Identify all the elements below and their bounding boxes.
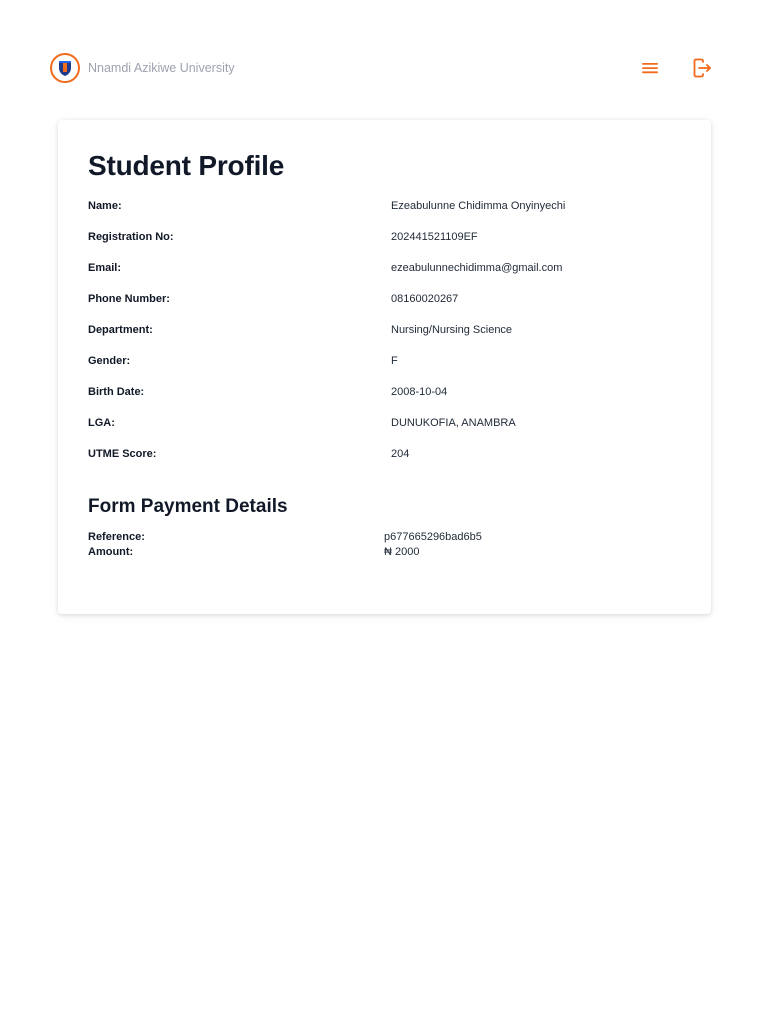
field-value: 202441521109EF <box>391 231 478 243</box>
field-value: F <box>391 355 398 367</box>
field-label: Birth Date: <box>88 386 145 398</box>
field-value: ezeabulunnechidimma@gmail.com <box>391 262 563 274</box>
brand[interactable] <box>50 51 235 85</box>
profile-row-email <box>88 262 688 293</box>
field-value: 204 <box>391 448 410 460</box>
payment-row-amount <box>88 546 688 561</box>
profile-row-phone <box>88 293 688 324</box>
field-label: Email: <box>88 262 122 274</box>
field-value: 08160020267 <box>391 293 459 305</box>
field-value: DUNUKOFIA, ANAMBRA <box>391 417 516 429</box>
student-profile-card <box>58 120 711 614</box>
profile-row-name <box>88 200 688 231</box>
field-label: Phone Number: <box>88 293 170 305</box>
payment-section-title: Form Payment Details <box>88 496 288 517</box>
field-value: ₦ 2000 <box>384 546 420 558</box>
field-label: Name: <box>88 200 122 212</box>
header-actions <box>638 56 714 80</box>
profile-row-utme-score <box>88 448 688 479</box>
field-value: Ezeabulunne Chidimma Onyinyechi <box>391 200 566 212</box>
university-crest-icon <box>50 53 80 83</box>
field-label: Gender: <box>88 355 131 367</box>
profile-row-gender <box>88 355 688 386</box>
field-label: Amount: <box>88 546 134 558</box>
page-title: Student Profile <box>88 150 285 181</box>
field-label: LGA: <box>88 417 115 429</box>
profile-row-department <box>88 324 688 355</box>
field-label: Department: <box>88 324 153 336</box>
profile-row-birth-date <box>88 386 688 417</box>
field-label: Reference: <box>88 531 145 543</box>
field-value: p677665296bad6b5 <box>384 531 482 543</box>
profile-row-lga <box>88 417 688 448</box>
field-label: Registration No: <box>88 231 174 243</box>
profile-row-registration <box>88 231 688 262</box>
field-value: Nursing/Nursing Science <box>391 324 513 336</box>
profile-details <box>88 200 688 479</box>
hamburger-menu-icon[interactable] <box>638 56 662 80</box>
payment-details <box>88 531 688 561</box>
logout-icon[interactable] <box>690 56 714 80</box>
field-label: UTME Score: <box>88 448 157 460</box>
payment-row-reference <box>88 531 688 546</box>
university-name: Nnamdi Azikiwe University <box>88 61 235 75</box>
top-bar <box>0 0 768 136</box>
field-value: 2008-10-04 <box>391 386 448 398</box>
